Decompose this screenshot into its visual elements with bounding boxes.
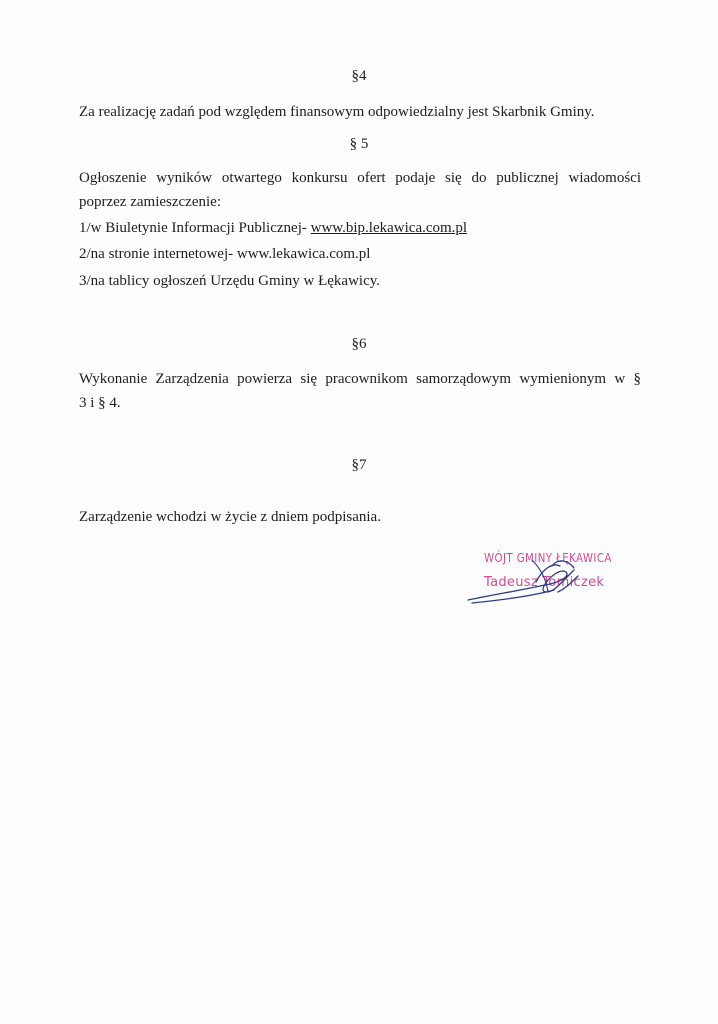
bip-link[interactable]: www.bip.lekawica.com.pl bbox=[310, 220, 468, 236]
section-6-text-line1: Wykonanie Zarządzenia powierza się pracownikom samorządowym wymienionym w § bbox=[79, 371, 641, 387]
section-5-text-line2: poprzez zamieszczenie: bbox=[79, 194, 221, 210]
section-5-item-1 bbox=[79, 220, 467, 237]
section-4-text: Za realizację zadań pod względem finansowym odpowiedzialny jest Skarbnik Gminy. bbox=[79, 104, 595, 120]
section-4-heading: §4 bbox=[351, 68, 367, 84]
section-5-heading: § 5 bbox=[349, 136, 369, 152]
section-5-item-3: 3/na tablicy ogłoszeń Urzędu Gminy w Łękawicy. bbox=[79, 273, 381, 289]
section-7-heading: §7 bbox=[351, 457, 367, 473]
section-5-item-1-prefix: 1/w Biuletynie Informacji Publicznej- bbox=[79, 220, 311, 236]
section-7-text: Zarządzenie wchodzi w życie z dniem podpisania. bbox=[79, 509, 381, 525]
section-6-text-line2: 3 i § 4. bbox=[79, 395, 121, 411]
section-5-text-line1: Ogłoszenie wyników otwartego konkursu ofert podaje się do publicznej wiadomości bbox=[79, 170, 641, 186]
section-6-heading: §6 bbox=[351, 336, 367, 352]
stamp-title: WÓJT GMINY ŁĘKAWICA bbox=[484, 551, 612, 565]
handwritten-signature bbox=[462, 548, 622, 616]
section-5-item-2: 2/na stronie internetowej- www.lekawica.com.pl bbox=[79, 246, 371, 262]
stamp-name: Tadeusz Tomiczek bbox=[484, 575, 605, 590]
